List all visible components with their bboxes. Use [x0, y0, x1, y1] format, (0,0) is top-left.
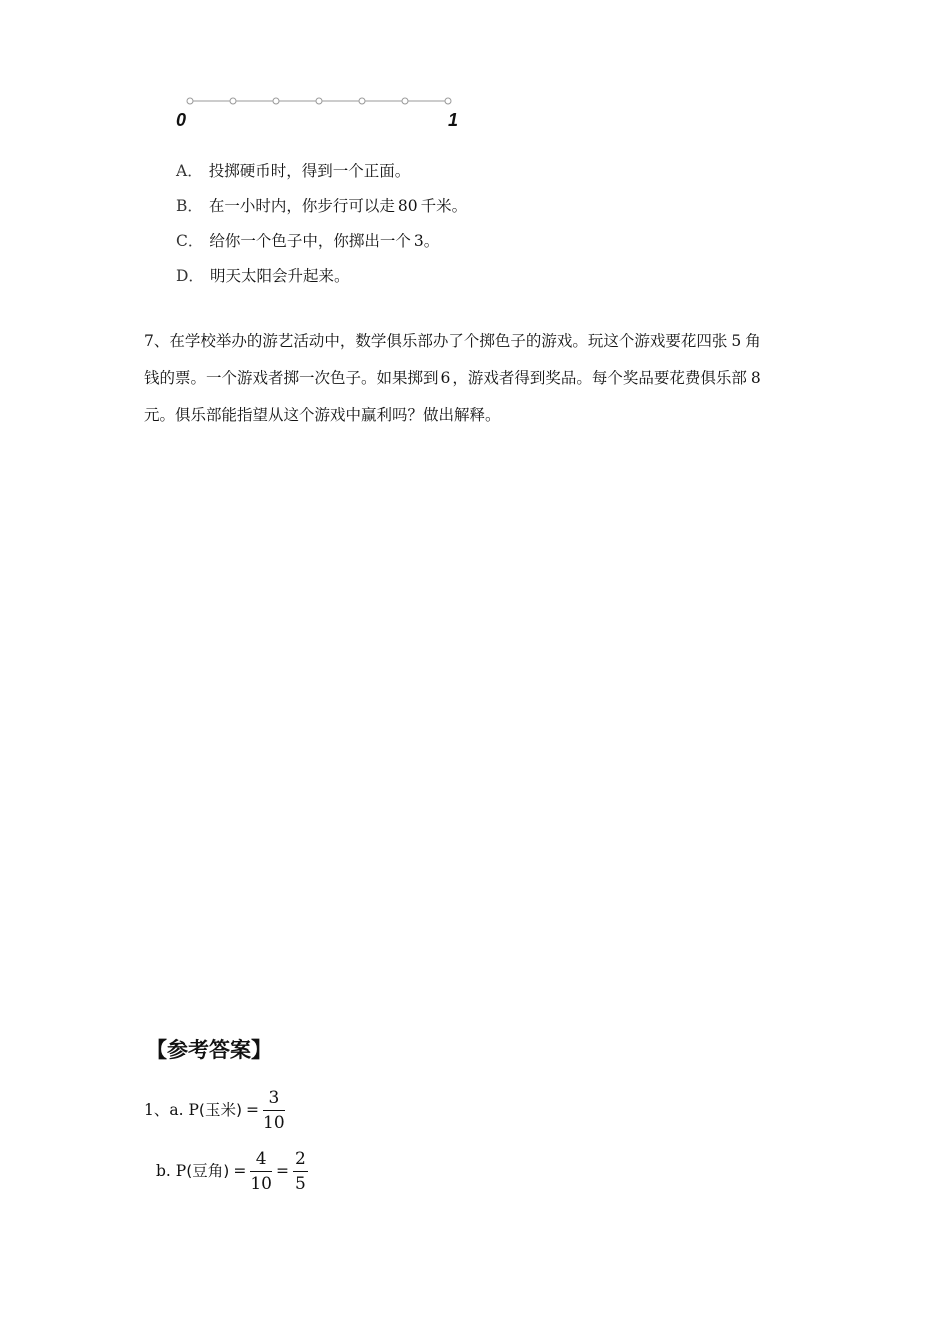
answer-item: (豆角)	[186, 1162, 230, 1180]
number-line-tick	[445, 98, 451, 104]
question-text: ，游戏者得到奖品。每个奖品要花费俱乐部	[452, 369, 747, 387]
question-text: 、在学校举办的游艺活动中，数学俱乐部办了个掷色子的游戏。玩这个游戏要花四张	[153, 332, 728, 350]
answer-item: (玉米)	[198, 1101, 243, 1119]
answer-prefix: b. P	[156, 1162, 187, 1180]
answer-1b	[156, 1149, 308, 1194]
question-text: 角	[745, 332, 761, 350]
fraction	[250, 1149, 272, 1194]
answer-1a	[144, 1088, 285, 1133]
question-7	[144, 323, 814, 434]
answer-sep: 、	[153, 1101, 170, 1119]
option-number: 80	[397, 197, 418, 215]
number-line-tick	[187, 98, 193, 104]
question-number-value: 8	[750, 369, 761, 387]
option-b	[176, 194, 467, 216]
fraction-denominator: 10	[250, 1174, 272, 1194]
fraction-numerator: 3	[263, 1088, 285, 1111]
question-7-line-1	[144, 323, 814, 360]
question-number-value: 5	[731, 332, 742, 350]
question-number: 7	[144, 332, 154, 350]
equals-sign: =	[233, 1162, 247, 1180]
equals-sign: =	[275, 1162, 289, 1180]
question-7-line-2	[144, 360, 814, 397]
fraction-numerator: 4	[250, 1149, 272, 1172]
number-line-label-0: 0	[176, 110, 187, 130]
number-line	[180, 92, 470, 112]
answers-heading: 【参考答案】	[146, 1038, 272, 1062]
option-text: 给你一个色子中，你掷出一个	[209, 232, 411, 250]
option-d	[176, 264, 349, 286]
number-line-tick	[316, 98, 322, 104]
option-text: 投掷硬币时，得到一个正面。	[208, 162, 411, 180]
number-line-tick	[359, 98, 365, 104]
fraction-numerator: 2	[293, 1149, 308, 1172]
equals-sign: =	[246, 1101, 260, 1119]
question-7-line-3	[144, 397, 814, 434]
question-text: 元。俱乐部能指望从这个游戏中赢利吗？做出解释。	[144, 406, 501, 424]
number-line-tick	[402, 98, 408, 104]
answer-prefix: a. P	[169, 1101, 199, 1119]
option-letter: B．	[176, 197, 203, 215]
fraction-denominator: 10	[263, 1113, 285, 1133]
option-letter: D．	[176, 267, 204, 285]
option-letter: A．	[176, 162, 203, 180]
fraction	[293, 1149, 308, 1194]
question-text: 钱的票。一个游戏者掷一次色子。如果掷到	[144, 369, 439, 387]
question-number-value: 6	[440, 369, 451, 387]
option-letter: C．	[176, 232, 204, 250]
option-text: 。	[423, 232, 440, 250]
number-line-label-1: 1	[448, 110, 459, 130]
option-number: 3	[413, 232, 424, 250]
number-line-tick	[273, 98, 279, 104]
fraction	[263, 1088, 285, 1133]
answer-number: 1	[144, 1101, 154, 1119]
fraction-denominator: 5	[294, 1174, 306, 1194]
option-c	[176, 229, 439, 251]
number-line-tick	[230, 98, 236, 104]
option-text: 在一小时内，你步行可以走	[208, 197, 395, 215]
option-text: 千米。	[420, 197, 468, 215]
option-text: 明天太阳会升起来。	[209, 267, 350, 285]
option-a	[176, 159, 410, 181]
